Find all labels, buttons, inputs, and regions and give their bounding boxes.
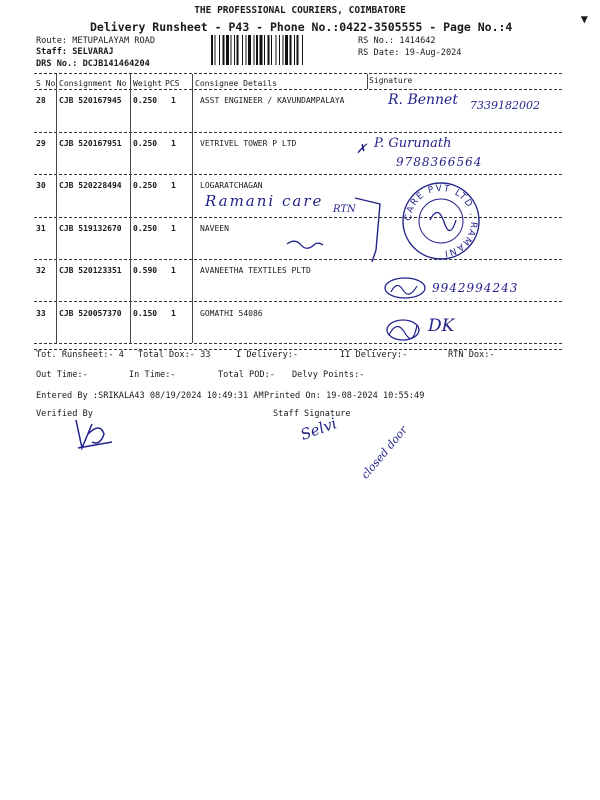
column-divider	[56, 74, 57, 343]
signature-scribble-33-icon	[383, 317, 423, 343]
row-divider	[34, 217, 562, 218]
entered-by: Entered By :SRIKALA43 08/19/2024 10:49:31 AM	[36, 391, 264, 401]
corner-mark-icon: ▼	[580, 12, 588, 26]
row-pcs: 1	[171, 181, 176, 190]
row-sno: 33	[36, 309, 46, 318]
row-sno: 29	[36, 139, 46, 148]
verified-by-label: Verified By	[36, 409, 93, 419]
staff-signature: Selvi	[298, 414, 340, 444]
ii-delivery: II Delivery:-	[340, 350, 408, 360]
row-consignee: GOMATHI 54086	[200, 309, 263, 318]
row-pcs: 1	[171, 139, 176, 148]
signature-row-31	[285, 236, 325, 252]
handwritten-phone-29: 9788366564	[396, 155, 483, 169]
row-consignment: CJB 519132670	[59, 224, 122, 233]
stamp-text: CARE PVT LTD . RAMANI	[403, 183, 479, 258]
total-pod: Total POD:-	[218, 370, 275, 380]
col-header-signature: Signature	[369, 76, 413, 85]
signature-row-29: P. Gurunath	[374, 136, 452, 151]
row-consignee: NAVEEN	[200, 224, 229, 233]
signature-row-33: DK	[428, 316, 455, 336]
table-header-rule	[34, 89, 562, 90]
row-weight: 0.250	[133, 96, 158, 105]
row-consignment: CJB 520057370	[59, 309, 122, 318]
row-weight: 0.250	[133, 139, 158, 148]
signature-row-28: R. Bennet	[388, 92, 458, 108]
row-consignment: CJB 520123351	[59, 266, 122, 275]
handwritten-rtn-30: RTN	[333, 204, 356, 215]
rtn-dox: RTN Dox:-	[448, 350, 495, 360]
row-consignment: CJB 520167951	[59, 139, 122, 148]
row-weight: 0.150	[133, 309, 158, 318]
row-sno: 28	[36, 96, 46, 105]
row-consignment: CJB 520228494	[59, 181, 122, 190]
handwritten-phone-32: 9942994243	[432, 281, 519, 295]
row-consignee: VETRIVEL TOWER P LTD	[200, 139, 297, 148]
col-header-consignment: Consignment No	[59, 79, 127, 88]
column-divider	[130, 74, 131, 343]
check-mark-icon: ✗	[356, 142, 367, 157]
total-runsheet: Tot. Runsheet:- 4	[36, 350, 124, 360]
row-sno: 31	[36, 224, 46, 233]
row-consignment: CJB 520167945	[59, 96, 122, 105]
row-weight: 0.590	[133, 266, 158, 275]
row-consignee: ASST ENGINEER / KAVUNDAMPALAYA	[200, 96, 345, 105]
col-header-consignee: Consignee Details	[195, 79, 277, 88]
row-sno: 30	[36, 181, 46, 190]
column-divider	[192, 74, 193, 343]
row-pcs: 1	[171, 309, 176, 318]
col-header-pcs: PCS	[165, 79, 180, 88]
row-consignee: AVANEETHA TEXTILES PLTD	[200, 266, 311, 275]
handwritten-note-30: Ramani care	[205, 192, 324, 210]
row-divider	[34, 174, 562, 175]
row-weight: 0.250	[133, 224, 158, 233]
row-pcs: 1	[171, 266, 176, 275]
signature-row-32	[383, 276, 431, 302]
staff-signature-label: Staff Signature	[273, 409, 351, 419]
handwritten-bracket-icon	[350, 190, 390, 270]
row-consignee: LOGARATCHAGAN	[200, 181, 263, 190]
i-delivery: I Delivery:-	[236, 350, 299, 360]
col-header-sno: S No	[36, 79, 56, 88]
drs-number: DRS No.: DCJB141464204	[36, 59, 150, 69]
column-divider	[367, 74, 368, 89]
row-divider	[34, 132, 562, 133]
rs-date: RS Date: 19-Aug-2024	[358, 48, 462, 58]
row-pcs: 1	[171, 224, 176, 233]
staff-label: Staff: SELVARAJ	[36, 47, 114, 57]
barcode-icon	[210, 35, 352, 65]
delvy-points: Delvy Points:-	[292, 370, 365, 380]
closed-door-note: closed door	[358, 423, 410, 482]
row-weight: 0.250	[133, 181, 158, 190]
row-pcs: 1	[171, 96, 176, 105]
out-time: Out Time:-	[36, 370, 88, 380]
row-divider	[34, 259, 562, 260]
company-name: THE PROFESSIONAL COURIERS, COIMBATORE	[194, 5, 406, 16]
handwritten-phone-28: 7339182002	[470, 99, 540, 112]
in-time: In Time:-	[129, 370, 176, 380]
company-stamp	[400, 180, 482, 262]
row-sno: 32	[36, 266, 46, 275]
col-header-weight: Weight	[133, 79, 162, 88]
total-dox: Total Dox:- 33	[138, 350, 211, 360]
table-bottom-rule	[34, 343, 562, 344]
table-top-rule	[34, 73, 562, 74]
row-divider	[34, 301, 562, 302]
route-label: Route: METUPALAYAM ROAD	[36, 36, 155, 46]
rs-number: RS No.: 1414642	[358, 36, 436, 46]
runsheet-title: Delivery Runsheet - P43 - Phone No.:0422-3505555 - Page No.:4	[90, 20, 513, 34]
printed-on: Printed On: 19-08-2024 10:55:49	[264, 391, 425, 401]
verified-signature-icon	[70, 412, 120, 454]
